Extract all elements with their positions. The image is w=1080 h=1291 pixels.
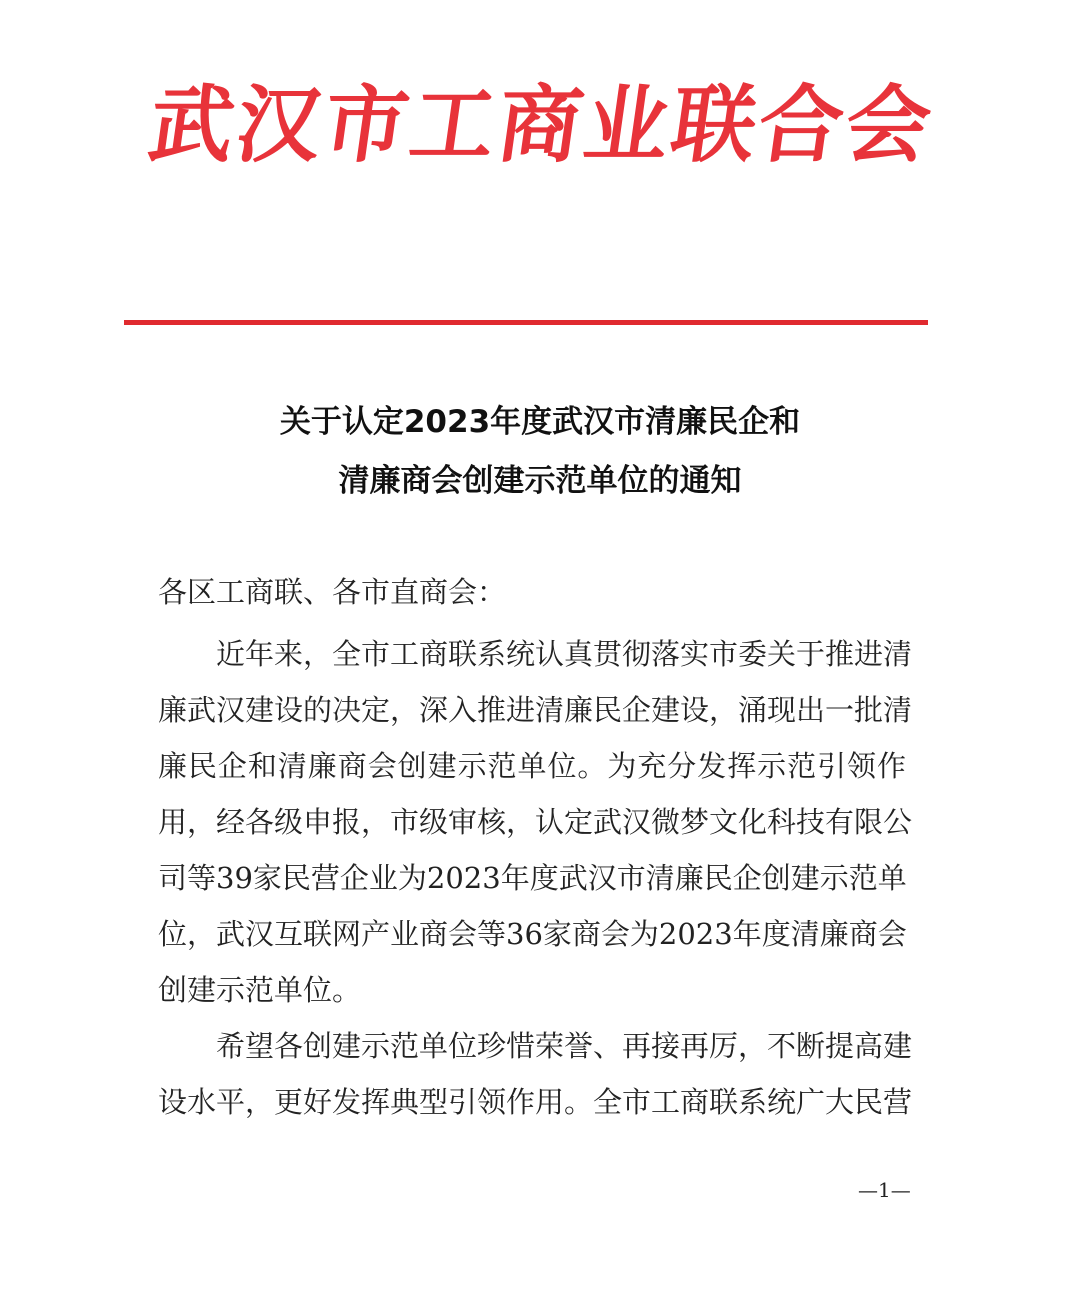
red-divider-line: [124, 320, 928, 325]
body-line: 司等39家民营企业为2023年度武汉市清廉民企创建示范单: [158, 861, 907, 895]
body-line: 廉民企和清廉商会创建示范单位。为充分发挥示范引领作: [158, 749, 906, 783]
masthead-char: 会: [838, 76, 937, 174]
page-number: —1—: [858, 1178, 911, 1202]
masthead-char: 市: [317, 76, 415, 174]
document-title-line-2: 清廉商会创建示范单位的通知: [338, 463, 742, 499]
masthead: [143, 70, 937, 180]
masthead-char: 工: [404, 76, 502, 174]
body-line: 设水平，更好发挥典型引领作用。全市工商联系统广大民营: [158, 1085, 913, 1119]
document-title-line-1: 关于认定2023年度武汉市清廉民企和: [279, 404, 801, 440]
body-line: 位，武汉互联网产业商会等36家商会为2023年度清廉商会: [158, 917, 907, 951]
body-line: 用，经各级申报，市级审核，认定武汉微梦文化科技有限公: [158, 805, 913, 839]
body-line: 希望各创建示范单位珍惜荣誉、再接再厉，不断提高建: [216, 1029, 913, 1063]
body-line: 创建示范单位。: [158, 973, 362, 1007]
masthead-char: 武: [143, 76, 241, 174]
masthead-char: 合: [752, 76, 850, 174]
masthead-char: 汉: [230, 76, 328, 174]
masthead-char: 商: [491, 76, 589, 174]
body-line: 廉武汉建设的决定，深入推进清廉民企建设，涌现出一批清: [158, 693, 913, 727]
masthead-char: 业: [578, 76, 676, 174]
body-line: 近年来，全市工商联系统认真贯彻落实市委关于推进清: [216, 637, 913, 671]
salutation: 各区工商联、各市直商会：: [158, 575, 507, 609]
masthead-char: 联: [665, 76, 763, 174]
